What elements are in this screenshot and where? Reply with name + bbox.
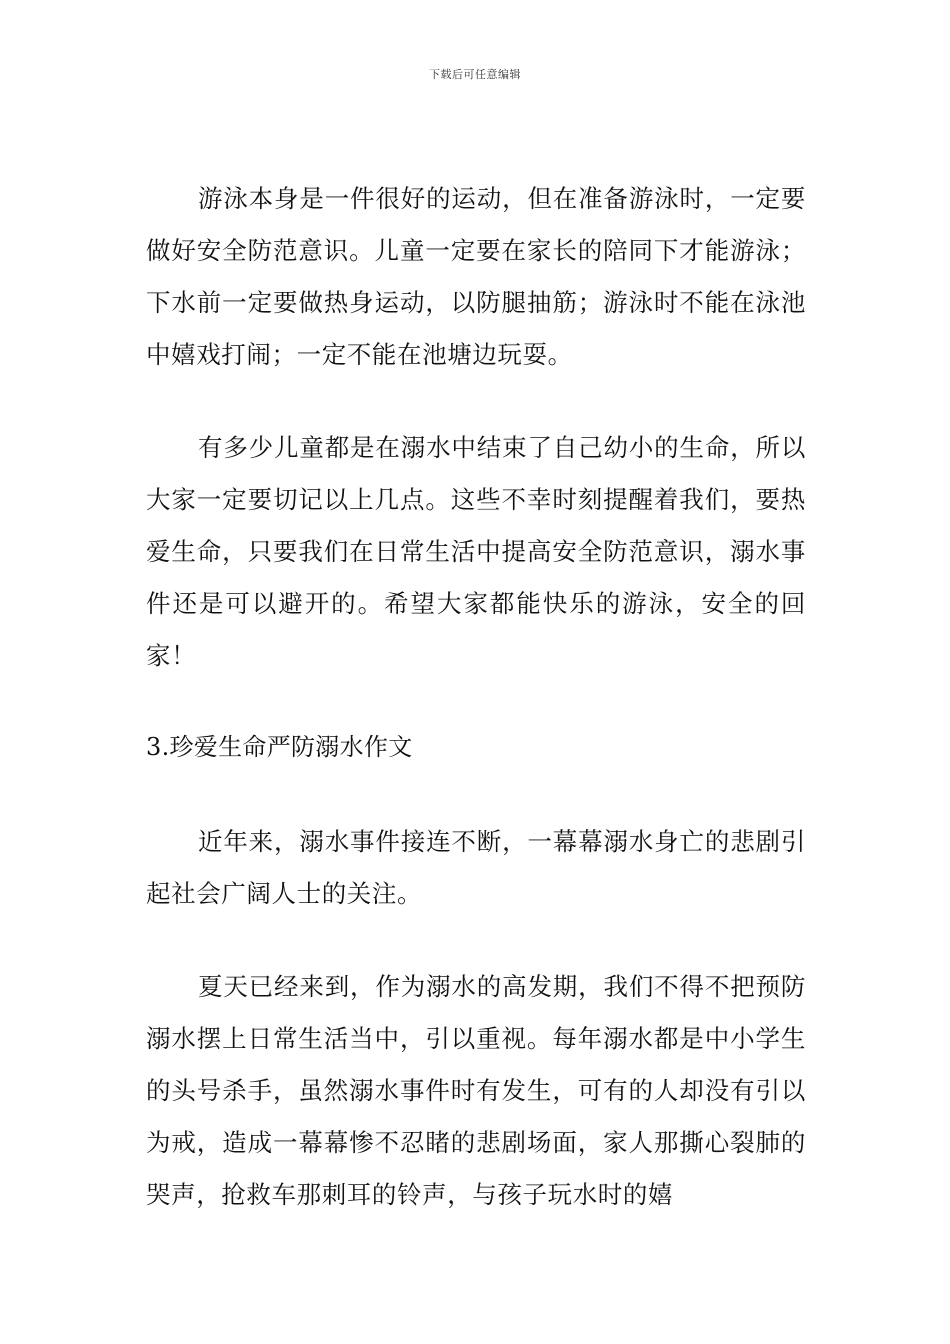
section-heading: 3.珍爱生命严防溺水作文 [146, 733, 413, 761]
page-header: 下载后可任意编辑 [429, 68, 521, 81]
paragraph-summer-prevention: 夏天已经来到，作为溺水的高发期，我们不得不把预防溺水摆上日常生活当中，引以重视。每年溺水都是中小学生的头号杀手，虽然溺水事件时有发生，可有的人却没有引以为戒，造成一幕幕惨不忍睹的悲剧场面，家人那撕心裂肺的哭声，抢救车那刺耳的铃声，与孩子玩水时的嬉 [146, 972, 806, 1209]
paragraph-cherish-life: 有多少儿童都是在溺水中结束了自己幼小的生命，所以大家一定要切记以上几点。这些不幸时刻提醒着我们，要热爱生命，只要我们在日常生活中提高安全防范意识，溺水事件还是可以避开的。希望大家都能快乐的游泳，安全的回家！ [146, 433, 806, 670]
paragraph-drowning-incidents: 近年来，溺水事件接连不断，一幕幕溺水身亡的悲剧引起社会广阔人士的关注。 [146, 827, 806, 908]
paragraph-swimming-safety: 游泳本身是一件很好的运动，但在准备游泳时，一定要做好安全防范意识。儿童一定要在家长的陪同下才能游泳；下水前一定要做热身运动，以防腿抽筋；游泳时不能在泳池中嬉戏打闹；一定不能在池塘边玩耍。 [146, 184, 806, 369]
